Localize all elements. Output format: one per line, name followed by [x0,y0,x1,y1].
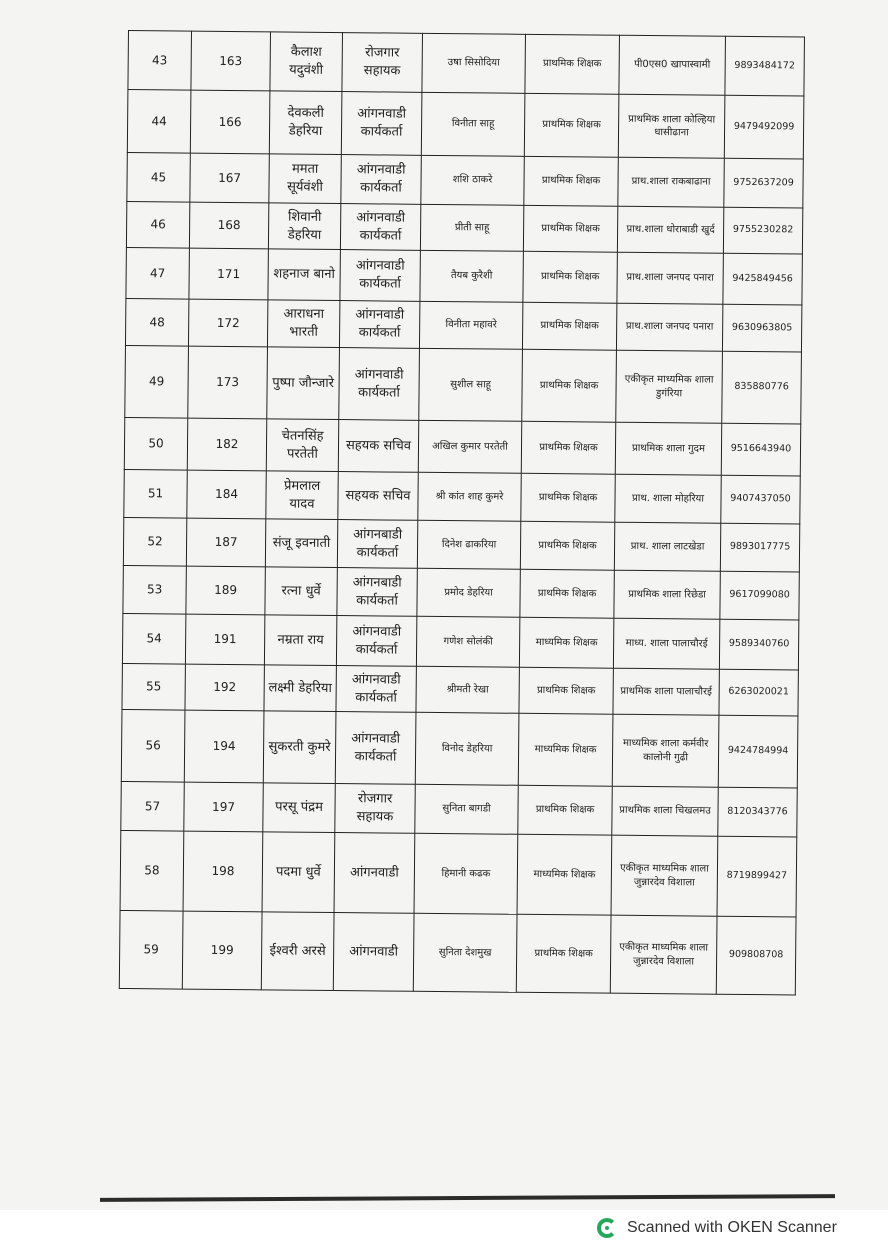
cell-school: प्राथमिक शाला चिखलमउ [612,786,718,836]
cell-officer: गणेश सोलंकी [416,616,519,667]
table-row [121,709,798,787]
cell-phone: 909808708 [716,916,796,995]
cell-id: 182 [187,418,266,471]
cell-officer: दिनेश ढाकरिया [417,520,520,569]
cell-id: 194 [184,710,264,783]
cell-sn: 49 [125,345,189,418]
cell-phone: 9516643940 [721,423,800,476]
cell-designation: प्राथमिक शिक्षक [521,421,615,474]
table-row [124,469,800,523]
cell-name: देवकली डेहरिया [269,91,342,155]
cell-id: 171 [189,248,268,300]
cell-school: प्राथ.शाला जनपद पनारा [616,303,722,351]
cell-post: रोजगार सहायक [342,33,423,93]
cell-officer: प्रमोद डेहरिया [417,568,520,617]
cell-officer: प्रीती साहू [420,204,523,251]
cell-officer: अखिल कुमार परतेती [418,420,521,473]
cell-sn: 46 [126,201,189,248]
personnel-table [119,30,805,995]
cell-post: आंगनवाडी कार्यकर्ता [336,616,416,667]
cell-id: 167 [190,153,269,203]
cell-designation: प्राथमिक शिक्षक [522,302,616,350]
table-row [122,663,798,715]
cell-phone: 9630963805 [722,304,801,352]
cell-phone: 9755230282 [723,207,802,254]
cell-post: आंगनवाडी [334,833,415,914]
cell-school: प्राथमिक शाला कोल्हिया धासीढाना [618,94,725,158]
cell-officer: हिमानी कढक [414,833,518,914]
cell-school: प्राथमिक शाला पालाचौरई [613,668,719,715]
cell-id: 187 [186,518,265,567]
cell-school: एकीकृत माध्यमिक शाला डुगंरिया [616,350,723,423]
cell-sn: 50 [124,417,187,470]
cell-post: आंगनवाडी कार्यकर्ता [335,712,416,785]
cell-designation: माध्यमिक शिक्षक [519,617,613,668]
cell-post: आंगनवाडी कार्यकर्ता [340,250,420,302]
cell-school: माध्य. शाला पालाचौरई [613,618,719,669]
cell-designation: प्राथमिक शिक्षक [524,93,619,157]
cell-id: 197 [184,782,263,832]
table-row [128,31,805,96]
cell-sn: 57 [121,781,184,831]
cell-officer: उषा सिसोदिया [422,33,526,93]
cell-sn: 43 [128,31,192,91]
cell-designation: प्राथमिक शिक्षक [518,785,612,835]
table-row [127,152,803,207]
cell-school: प्राथ.शाला जनपद पनारा [617,252,723,304]
cell-post: आंगनवाडी [333,913,414,992]
cell-name: सुकरती कुमरे [263,711,336,784]
cell-sn: 53 [123,565,186,614]
scanner-watermark [597,1216,882,1240]
table-row [121,781,797,836]
oken-scanner-logo-icon [597,1218,617,1238]
cell-id: 184 [187,470,266,519]
cell-school: एकीकृत माध्यमिक शाला जुन्नारदेव विशाला [610,915,717,994]
cell-sn: 58 [120,830,184,911]
cell-officer: विनीता साहू [421,92,525,156]
cell-designation: माध्यमिक शिक्षक [518,713,613,786]
cell-school: प्राथ. शाला लाटखेडा [614,522,720,571]
table-row [125,345,802,423]
cell-designation: प्राथमिक शिक्षक [522,349,617,422]
table-row [123,517,799,571]
cell-designation: प्राथमिक शिक्षक [520,521,614,570]
cell-name: चेतनसिंह परतेती [266,419,338,472]
cell-post: आंगनवाडी कार्यकर्ता [339,301,419,349]
cell-phone: 9425849456 [723,253,802,305]
cell-designation: प्राथमिक शिक्षक [523,251,617,303]
cell-id: 198 [183,831,263,912]
cell-post: आंगनवाडी कार्यकर्ता [339,348,420,421]
cell-name: शहनाज बानो [268,249,340,301]
cell-name: शिवानी डेहरिया [268,203,340,250]
cell-id: 199 [182,911,262,990]
cell-post: आंगनवाडी कार्यकर्ता [336,666,416,713]
cell-id: 172 [188,299,267,347]
cell-phone: 9589340760 [719,619,798,670]
cell-post: आंगनवाडी कार्यकर्ता [340,204,420,251]
cell-id: 163 [191,31,271,91]
cell-id: 192 [185,664,264,711]
cell-sn: 45 [127,152,190,202]
cell-school: माध्यमिक शाला कर्मवीर कालोनी गुढी [612,714,719,787]
cell-post: रोजगार सहायक [335,784,415,834]
cell-name: ममता सूर्यवंशी [269,154,341,204]
cell-post: आंगनबाडी कार्यकर्ता [337,520,417,569]
cell-designation: प्राथमिक शिक्षक [521,473,615,522]
cell-designation: प्राथमिक शिक्षक [525,34,620,94]
cell-officer: सुशील साहू [419,348,523,421]
cell-post: सहयक सचिव [338,472,418,521]
table-row [125,298,801,351]
cell-officer: सुनिता देशमुख [413,913,517,992]
cell-sn: 55 [122,663,185,710]
cell-phone: 9407437050 [721,475,800,524]
cell-sn: 56 [121,709,185,782]
cell-phone: 9893017775 [720,523,799,572]
cell-designation: प्राथमिक शिक्षक [523,205,617,252]
cell-school: प्राथमिक शाला गुदम [615,422,721,475]
cell-name: आराधना भारती [267,300,339,348]
table-row [127,90,804,159]
cell-phone: 6263020021 [719,669,798,716]
cell-name: ईश्वरी अरसे [261,912,334,991]
cell-designation: प्राथमिक शिक्षक [516,914,611,993]
cell-name: नम्रता राय [264,615,336,666]
cell-officer: सुनिता बागडी [415,784,518,834]
cell-officer: विनोद डेहरिया [415,712,519,785]
cell-school: प्राथ.शाला धोराबाडी खुर्द [617,206,723,253]
cell-sn: 52 [123,517,186,566]
cell-school: एकीकृत माध्यमिक शाला जुन्नारदेव विशाला [611,835,718,916]
cell-school: प्राथ.शाला राकबाढाना [618,157,724,207]
cell-name: लक्ष्मी डेहरिया [264,665,336,712]
cell-phone: 9479492099 [724,95,804,159]
cell-school: प्राथ. शाला मोहरिया [615,474,721,523]
cell-name: कैलाश यदुवंशी [270,32,343,92]
cell-officer: विनीता महावरे [419,301,522,349]
cell-id: 168 [189,202,268,249]
cell-sn: 47 [126,247,189,299]
table-row [126,247,802,304]
table-row [124,417,800,475]
cell-phone: 8719899427 [717,836,797,917]
cell-name: पुष्पा जौन्जारे [267,347,340,420]
table-row [120,830,797,916]
cell-phone: 9752637209 [724,158,803,208]
cell-officer: श्री कांत शाह कुमरे [418,472,521,521]
cell-designation: प्राथमिक शिक्षक [519,667,613,714]
cell-designation: प्राथमिक शिक्षक [524,156,618,206]
cell-officer: शशि ठाकरे [421,155,524,205]
cell-phone: 9617099080 [720,571,799,620]
table-row [119,910,796,994]
cell-officer: तैयब कुरैशी [420,250,523,302]
cell-phone: 8120343776 [718,787,797,837]
cell-school: पी0एस0 खापास्वामी [619,35,726,95]
watermark-text: Scanned with OKEN Scanner [627,1219,837,1236]
table-row [123,565,799,619]
cell-sn: 59 [119,910,183,989]
cell-post: आंगनवाडी कार्यकर्ता [341,155,421,205]
cell-sn: 54 [122,613,185,664]
cell-name: संजू इवनाती [265,519,337,568]
cell-school: प्राथमिक शाला रिछेडा [614,570,720,619]
cell-designation: माध्यमिक शिक्षक [517,834,612,915]
cell-post: सहयक सचिव [338,420,418,473]
table-row [126,201,802,253]
cell-phone: 9424784994 [718,715,798,788]
table-row [122,613,798,669]
cell-name: प्रेमलाल यादव [266,471,338,520]
cell-name: परसू पंद्रम [263,783,335,833]
cell-phone: 835880776 [722,351,802,424]
cell-post: आंगनवाडी कार्यकर्ता [341,92,422,156]
cell-designation: प्राथमिक शिक्षक [520,569,614,618]
cell-id: 166 [190,90,270,154]
cell-name: पदमा धुर्वे [262,832,335,913]
cell-sn: 51 [124,469,187,518]
cell-post: आंगनबाडी कार्यकर्ता [337,568,417,617]
cell-phone: 9893484172 [725,36,805,96]
cell-sn: 48 [125,298,188,346]
cell-id: 191 [185,614,264,665]
cell-officer: श्रीमती रेखा [416,666,519,713]
cell-sn: 44 [127,90,191,154]
cell-id: 173 [188,346,268,419]
cell-id: 189 [186,566,265,615]
cell-name: रत्ना धुर्वे [265,567,337,616]
